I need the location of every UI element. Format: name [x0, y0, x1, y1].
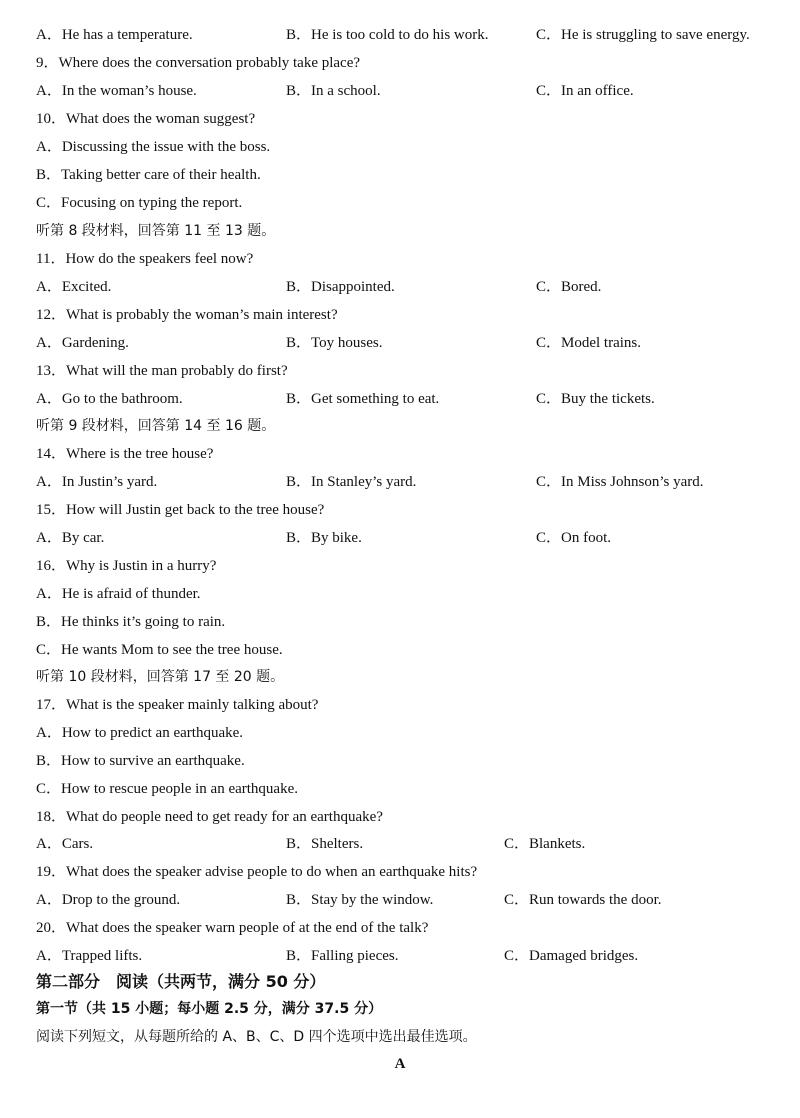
- q16-stem: 16．Why is Justin in a hurry?: [36, 558, 217, 574]
- q10-option-c: C．Focusing on typing the report.: [36, 195, 243, 211]
- q11-option-c: C．Bored.: [536, 279, 602, 295]
- part-2-title: 第二部分 阅读（共两节，满分 50 分）: [36, 972, 326, 991]
- q12-option-c: C．Model trains.: [536, 335, 641, 351]
- q14-option-a: A．In Justin’s yard.: [36, 474, 158, 490]
- section-8-instruction: 听第 8 段材料，回答第 11 至 13 题。: [36, 223, 276, 239]
- q15-option-c: C．On foot.: [536, 530, 612, 546]
- q19-option-a: A．Drop to the ground.: [36, 892, 181, 908]
- q14-stem: 14．Where is the tree house?: [36, 446, 214, 462]
- q9-stem: 9．Where does the conversation probably take place?: [36, 55, 361, 71]
- q15-option-a: A．By car.: [36, 530, 105, 546]
- q14-option-b: B．In Stanley’s yard.: [286, 474, 417, 490]
- q11-stem: 11．How do the speakers feel now?: [36, 251, 254, 267]
- q8-option-c: C．He is struggling to save energy.: [536, 27, 750, 43]
- q17-option-a: A．How to predict an earthquake.: [36, 725, 244, 741]
- q18-option-c: C．Blankets.: [504, 836, 586, 852]
- q15-option-b: B．By bike.: [286, 530, 362, 546]
- q8-option-a: A．He has a temperature.: [36, 27, 193, 43]
- q14-option-c: C．In Miss Johnson’s yard.: [536, 474, 704, 490]
- q20-option-c: C．Damaged bridges.: [504, 948, 639, 964]
- q10-stem: 10．What does the woman suggest?: [36, 111, 256, 127]
- q18-stem: 18．What do people need to get ready for an earthquake?: [36, 809, 383, 825]
- q19-option-b: B．Stay by the window.: [286, 892, 434, 908]
- q20-option-b: B．Falling pieces.: [286, 948, 399, 964]
- q13-option-a: A．Go to the bathroom.: [36, 391, 183, 407]
- q12-option-a: A．Gardening.: [36, 335, 129, 351]
- q19-option-c: C．Run towards the door.: [504, 892, 662, 908]
- q16-option-a: A．He is afraid of thunder.: [36, 586, 201, 602]
- q8-option-b: B．He is too cold to do his work.: [286, 27, 489, 43]
- q20-stem: 20．What does the speaker warn people of at the end of the talk?: [36, 920, 429, 936]
- reading-instruction: 阅读下列短文，从每题所给的 A、B、C、D 四个选项中选出最佳选项。: [36, 1029, 477, 1045]
- q13-option-c: C．Buy the tickets.: [536, 391, 655, 407]
- q17-stem: 17．What is the speaker mainly talking about?: [36, 697, 319, 713]
- section-9-instruction: 听第 9 段材料，回答第 14 至 16 题。: [36, 418, 276, 434]
- q10-option-b: B．Taking better care of their health.: [36, 167, 261, 183]
- q9-option-b: B．In a school.: [286, 83, 381, 99]
- q18-option-b: B．Shelters.: [286, 836, 364, 852]
- q12-option-b: B．Toy houses.: [286, 335, 383, 351]
- q12-stem: 12．What is probably the woman’s main interest?: [36, 307, 338, 323]
- q16-option-b: B．He thinks it’s going to rain.: [36, 614, 226, 630]
- q20-option-a: A．Trapped lifts.: [36, 948, 143, 964]
- section-10-instruction: 听第 10 段材料，回答第 17 至 20 题。: [36, 669, 285, 685]
- section-1-title: 第一节（共 15 小题；每小题 2.5 分，满分 37.5 分）: [36, 1001, 383, 1017]
- q9-option-a: A．In the woman’s house.: [36, 83, 197, 99]
- q11-option-a: A．Excited.: [36, 279, 112, 295]
- q19-stem: 19．What does the speaker advise people to do when an earthquake hits?: [36, 864, 478, 880]
- passage-label: A: [394, 1056, 406, 1072]
- q17-option-b: B．How to survive an earthquake.: [36, 753, 245, 769]
- q11-option-b: B．Disappointed.: [286, 279, 395, 295]
- q13-stem: 13．What will the man probably do first?: [36, 363, 288, 379]
- q13-option-b: B．Get something to eat.: [286, 391, 440, 407]
- q15-stem: 15．How will Justin get back to the tree house?: [36, 502, 325, 518]
- q9-option-c: C．In an office.: [536, 83, 634, 99]
- q16-option-c: C．He wants Mom to see the tree house.: [36, 642, 283, 658]
- q18-option-a: A．Cars.: [36, 836, 94, 852]
- q17-option-c: C．How to rescue people in an earthquake.: [36, 781, 298, 797]
- q10-option-a: A．Discussing the issue with the boss.: [36, 139, 271, 155]
